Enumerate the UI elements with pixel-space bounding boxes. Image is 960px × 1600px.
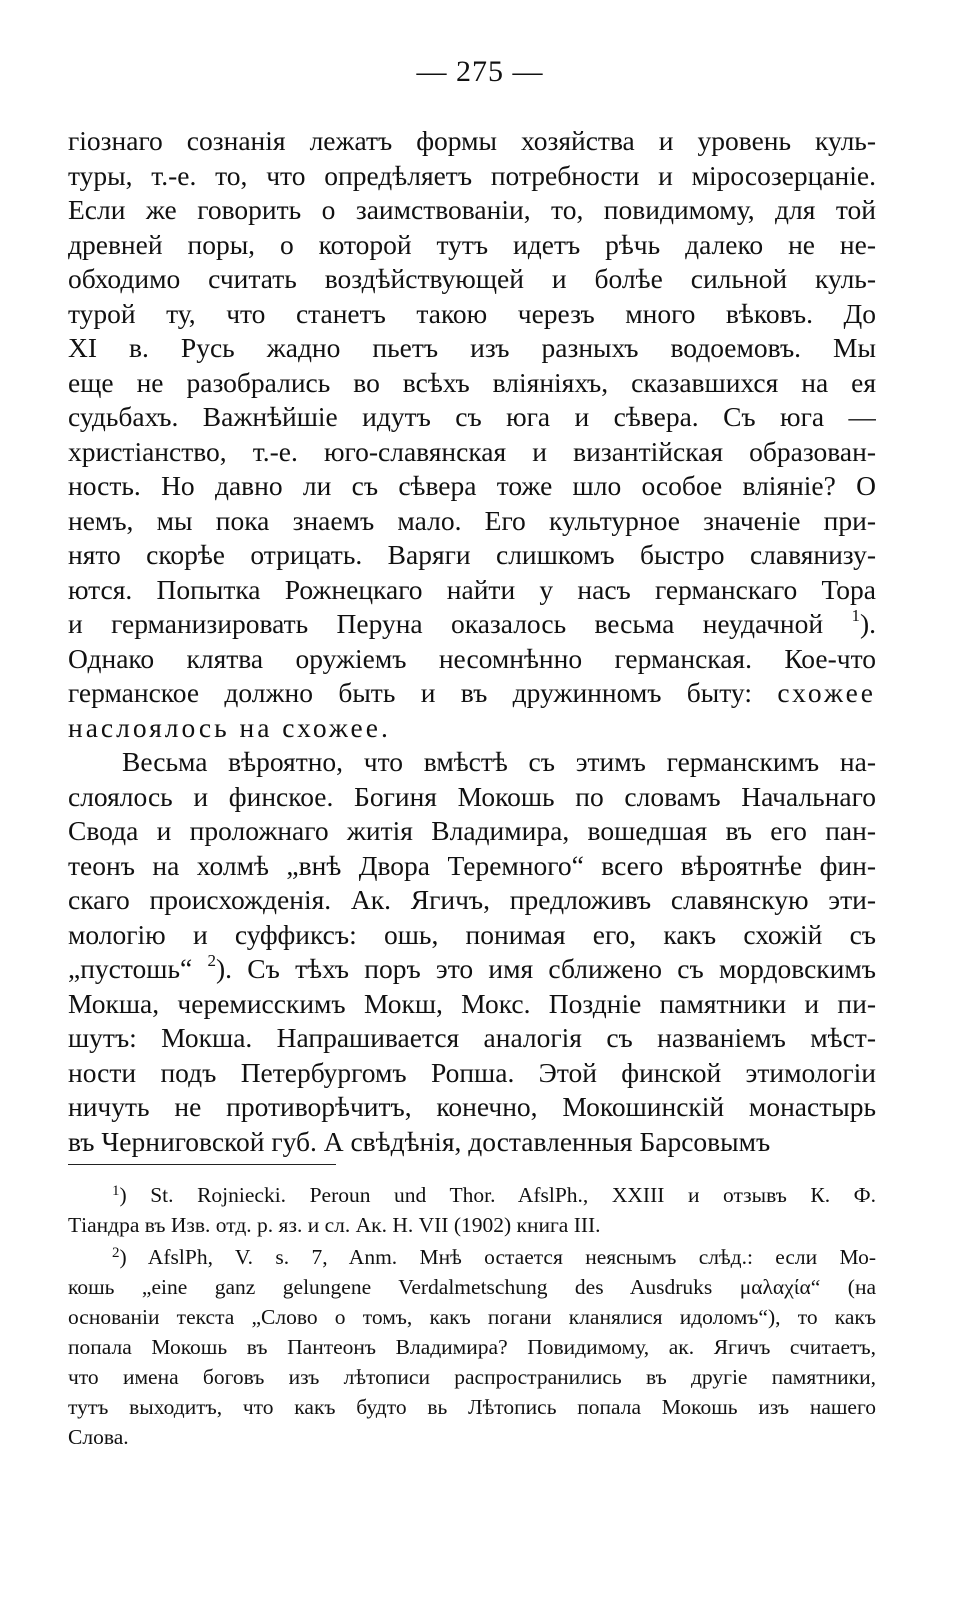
text-line: Однако клятва оружіемъ несомнѣнно германская. Кое-что [68, 642, 876, 674]
footnote-2 [68, 1242, 876, 1452]
paragraph-first-line: Весьма вѣроятно, что вмѣстѣ съ этимъ германскимъ на- [122, 746, 876, 777]
text-line: Свода и проложнаго житія Владимира, вошедшая въ его пан- [68, 815, 876, 846]
page-number: — 275 — [416, 55, 544, 88]
text-line: ничуть не противорѣчитъ, конечно, Мокошинскій монастырь [68, 1091, 876, 1122]
footnote-1 [68, 1180, 876, 1240]
text-line: древней поры, о которой тутъ идетъ рѣчь далеко не не- [68, 228, 876, 260]
text-line: теонъ на холмѣ „внѣ Двора Теремного“ всего вѣроятнѣе фин- [68, 849, 876, 881]
text-line: гіознаго сознанія лежатъ формы хозяйства и уровень куль- [68, 125, 876, 156]
text-line-with-footnote [68, 952, 876, 987]
text-line: въ Черниговской губ. А свѣдѣнія, доставленныя Барсовымъ [68, 1125, 771, 1157]
text-line: еще не разобрались во всѣхъ вліяніяхъ, сказавшихся на ея [68, 366, 876, 398]
footnote-line: Слова. [68, 1425, 129, 1449]
footnote-line: что имена боговъ изъ лѣтописи распространились въ другіе памятники, [68, 1365, 876, 1389]
footnote-marker: 2 [112, 1245, 120, 1261]
footnote-reference: 1 [851, 607, 860, 625]
emphasized-text: схожее [777, 677, 876, 708]
text-segment: „пустошь“ [68, 953, 193, 984]
footnote-text: ) AfslPh, V. s. 7, Anm. Мнѣ остается неяснымъ слѣд.: если Мо- [119, 1245, 876, 1269]
footnote-separator [68, 1164, 336, 1165]
text-line: турой ту, что станетъ такою черезъ много вѣковъ. До [68, 297, 876, 329]
text-segment: и германизировать Перуна оказалось весьма неудачной [68, 608, 824, 639]
emphasized-text: наслоялось на схожее. [68, 711, 391, 743]
footnote-line: Тіандра въ Изв. отд. р. яз. и сл. Ак. Н. VII (1902) книга III. [68, 1213, 601, 1237]
footnote-line [68, 1180, 876, 1210]
text-line-with-footnote: и германизировать Перуна оказалось весьма неудачной $^1$). [68, 607, 876, 639]
text-line: слоялось и финское. Богиня Мокошь по словамъ Начальнаго [68, 780, 876, 812]
footnote-line: кошь „eine ganz gelungene Verdalmetschung des Ausdruks μαλαχία“ (на [68, 1275, 876, 1299]
footnote-reference: 2 [207, 952, 216, 970]
text-line: нято скорѣе отрицать. Варяги слишкомъ быстро славянизу- [68, 539, 876, 570]
text-line: Мокша, черемисскимъ Мокш, Мокс. Поздніе памятники и пи- [68, 987, 876, 1019]
text-line: судьбахъ. Важнѣйшіе идутъ съ юга и сѣвера. Съ юга — [68, 401, 876, 432]
text-line: туры, т.-е. то, что опредѣляетъ потребности и міросозерцаніе. [68, 159, 876, 191]
text-line: XI в. Русь жадно пьетъ изъ разныхъ водоемовъ. Мы [68, 332, 876, 363]
text-line: скаго происхожденія. Ак. Ягичъ, предложивъ славянскую эти- [68, 884, 876, 915]
footnote-line: основаніи текста „Слово о томъ, какъ погани кланялися идоломъ“), то какъ [68, 1305, 876, 1329]
footnote-marker: 1 [112, 1183, 120, 1199]
footnote-line [68, 1242, 876, 1272]
text-line: ются. Попытка Рожнецкаго найти у насъ германскаго Тора [68, 573, 876, 605]
text-line: немъ, мы пока знаемъ мало. Его культурное значеніе при- [68, 504, 876, 536]
text-line: Если же говорить о заимствованіи, то, повидимому, для той [68, 194, 876, 225]
text-line: христіанство, т.-е. юго-славянская и византійская образован- [68, 435, 876, 467]
text-line: ности подъ Петербургомъ Ропша. Этой финской этимологіи [68, 1056, 876, 1088]
footnote-line: попала Мокошь въ Пантеонъ Владимира? Повидимому, ак. Ягичъ считаетъ, [68, 1335, 876, 1359]
footnotes [68, 1180, 876, 1452]
footnote-text: ) St. Rojniecki. Peroun und Thor. AfslPh., XXIII и отзывъ К. Ф. [119, 1183, 876, 1207]
text-line [68, 711, 876, 746]
text-line: ность. Но давно ли съ сѣвера тоже шло особое вліяніе? О [68, 470, 876, 501]
text-segment: германское должно быть и въ дружинномъ быту: [68, 677, 752, 708]
main-text [68, 124, 876, 1159]
footnote-line: тутъ выходитъ, что какъ будто вь Лѣтопись попала Мокошь изъ нашего [68, 1395, 876, 1419]
text-segment: ). Съ тѣхъ поръ это имя сближено съ мордовскимъ [215, 953, 876, 984]
text-line: шутъ: Мокша. Напрашивается аналогія съ названіемъ мѣст- [68, 1022, 876, 1053]
text-line: обходимо считать воздѣйствующей и болѣе сильной куль- [68, 263, 876, 294]
text-line [68, 676, 876, 711]
text-line: мологію и суффиксъ: ошь, понимая его, какъ схожій съ [68, 918, 876, 950]
